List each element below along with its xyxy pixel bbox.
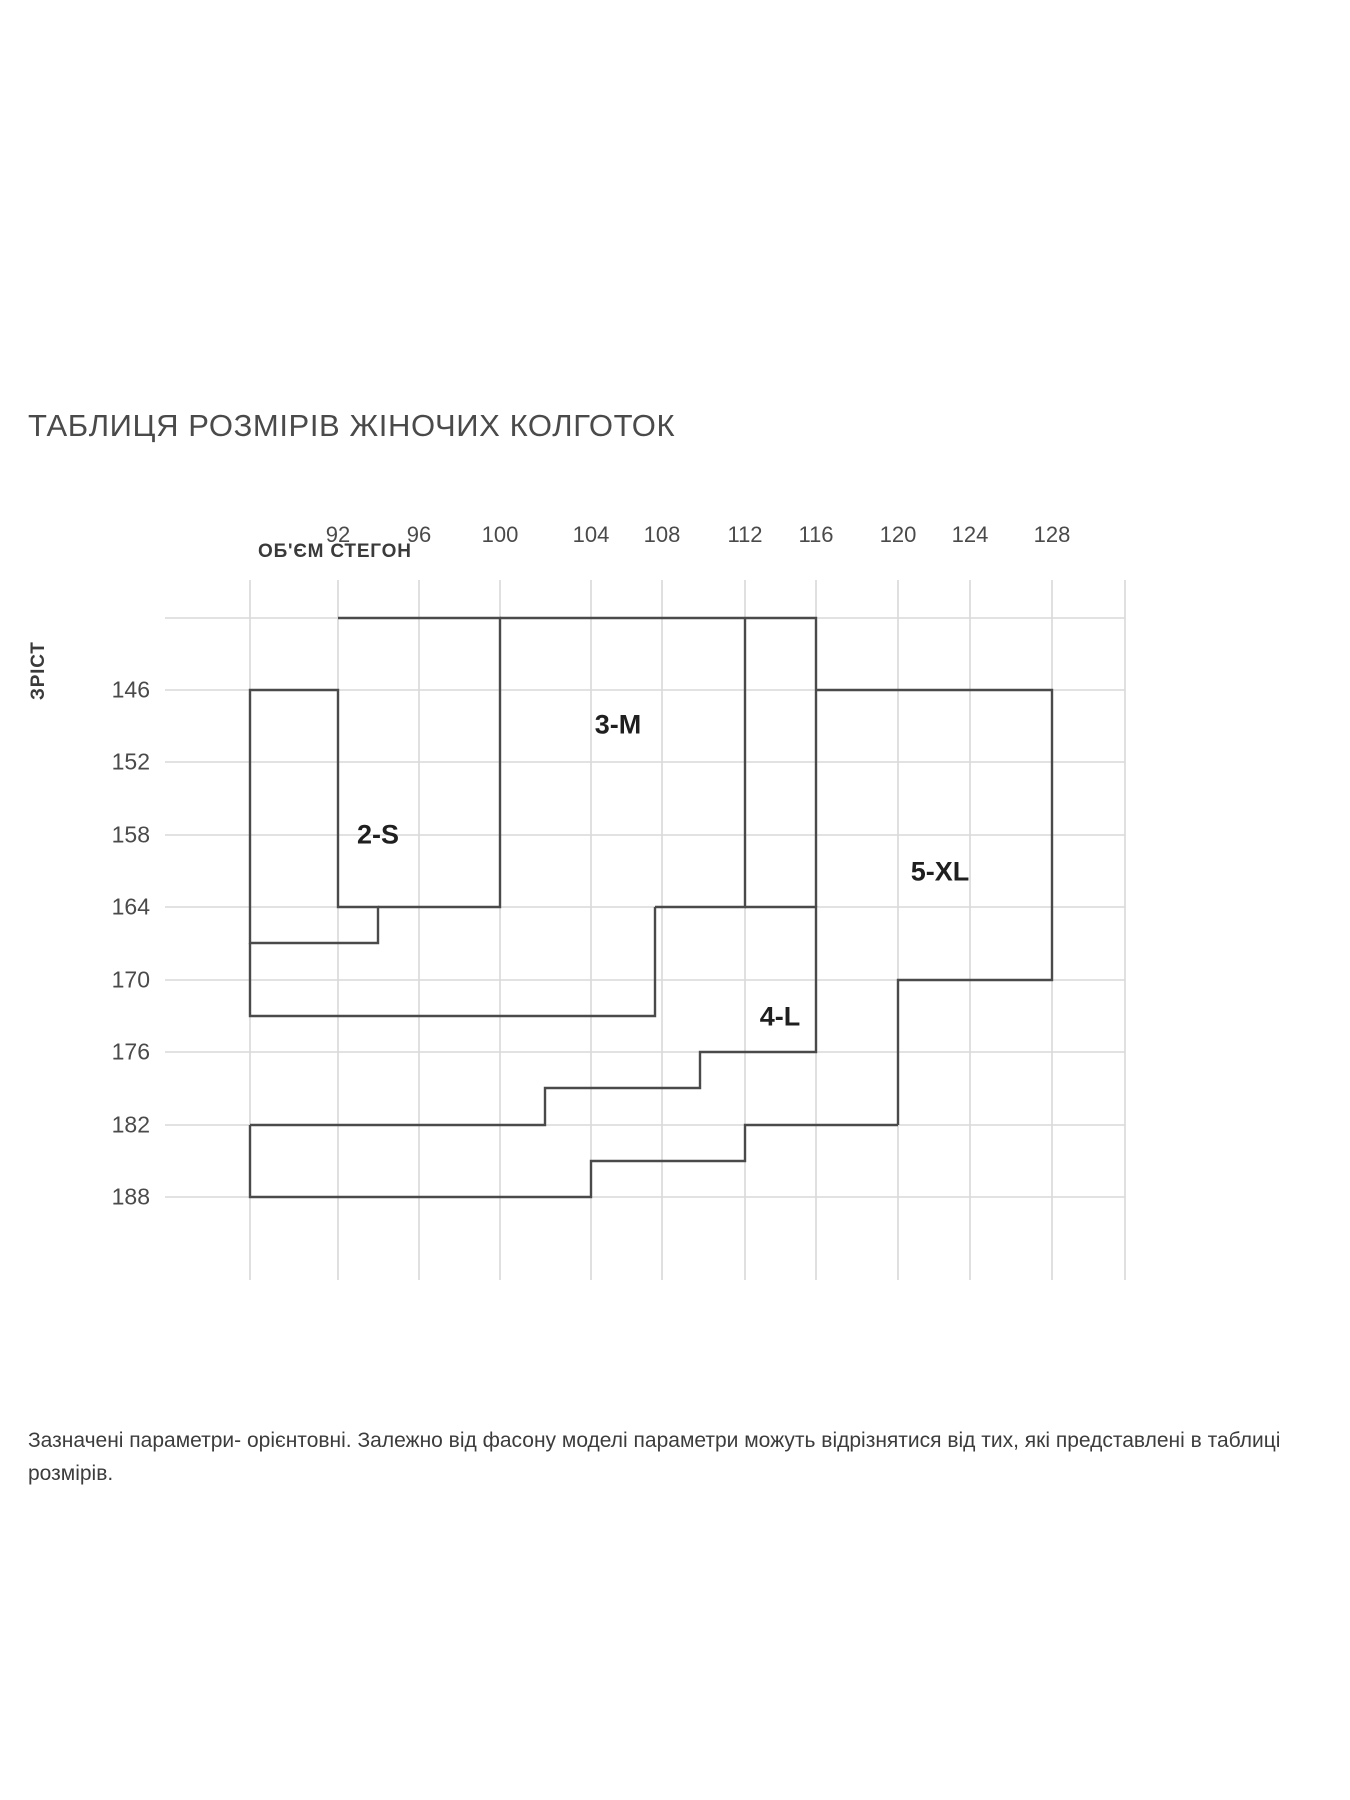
zone-label-2-s: 2-S bbox=[356, 819, 400, 850]
grid-lines bbox=[165, 580, 1125, 1280]
x-tick-label: 100 bbox=[481, 522, 519, 547]
y-tick-label: 182 bbox=[111, 1111, 150, 1138]
y-tick-label: 164 bbox=[111, 893, 150, 920]
x-tick-label: 116 bbox=[798, 522, 834, 547]
x-axis-title: ОБ'ЄМ СТЕГОН bbox=[258, 541, 412, 562]
zone-2-s-extension bbox=[250, 907, 655, 1016]
x-tick-label: 104 bbox=[572, 522, 610, 547]
chart-svg bbox=[0, 580, 1350, 1420]
x-tick-label: 112 bbox=[727, 522, 763, 547]
zone-3-m-top bbox=[500, 618, 816, 690]
x-tick-label: 108 bbox=[643, 522, 681, 547]
y-axis-title: ЗРІСТ bbox=[28, 641, 49, 700]
y-tick-label: 146 bbox=[111, 676, 150, 703]
y-tick-label: 170 bbox=[111, 966, 150, 993]
y-tick-label: 176 bbox=[111, 1038, 150, 1065]
y-tick-label: 188 bbox=[111, 1183, 150, 1210]
zone-label-5-xl: 5-XL bbox=[910, 856, 970, 887]
x-tick-label: 92 bbox=[325, 522, 351, 547]
page-title: ТАБЛИЦЯ РОЗМІРІВ ЖІНОЧИХ КОЛГОТОК bbox=[28, 408, 676, 443]
y-tick-label: 158 bbox=[111, 821, 150, 848]
zone-2-s bbox=[250, 690, 378, 943]
x-tick-label: 120 bbox=[879, 522, 917, 547]
x-tick-label: 124 bbox=[951, 522, 989, 547]
zone-label-4-l: 4-L bbox=[759, 1001, 801, 1032]
y-tick-label: 152 bbox=[111, 748, 150, 775]
zone-4-l-lower bbox=[250, 1125, 898, 1197]
footnote-text: Зазначені параметри- орієнтовні. Залежно від фасону моделі параметри можуть відрізнятися від тих, які представлені в таблиці розмірів. bbox=[28, 1429, 1281, 1485]
x-tick-label: 96 bbox=[406, 522, 432, 547]
zone-label-3-m: 3-M bbox=[594, 709, 642, 740]
x-tick-label: 128 bbox=[1033, 522, 1071, 547]
